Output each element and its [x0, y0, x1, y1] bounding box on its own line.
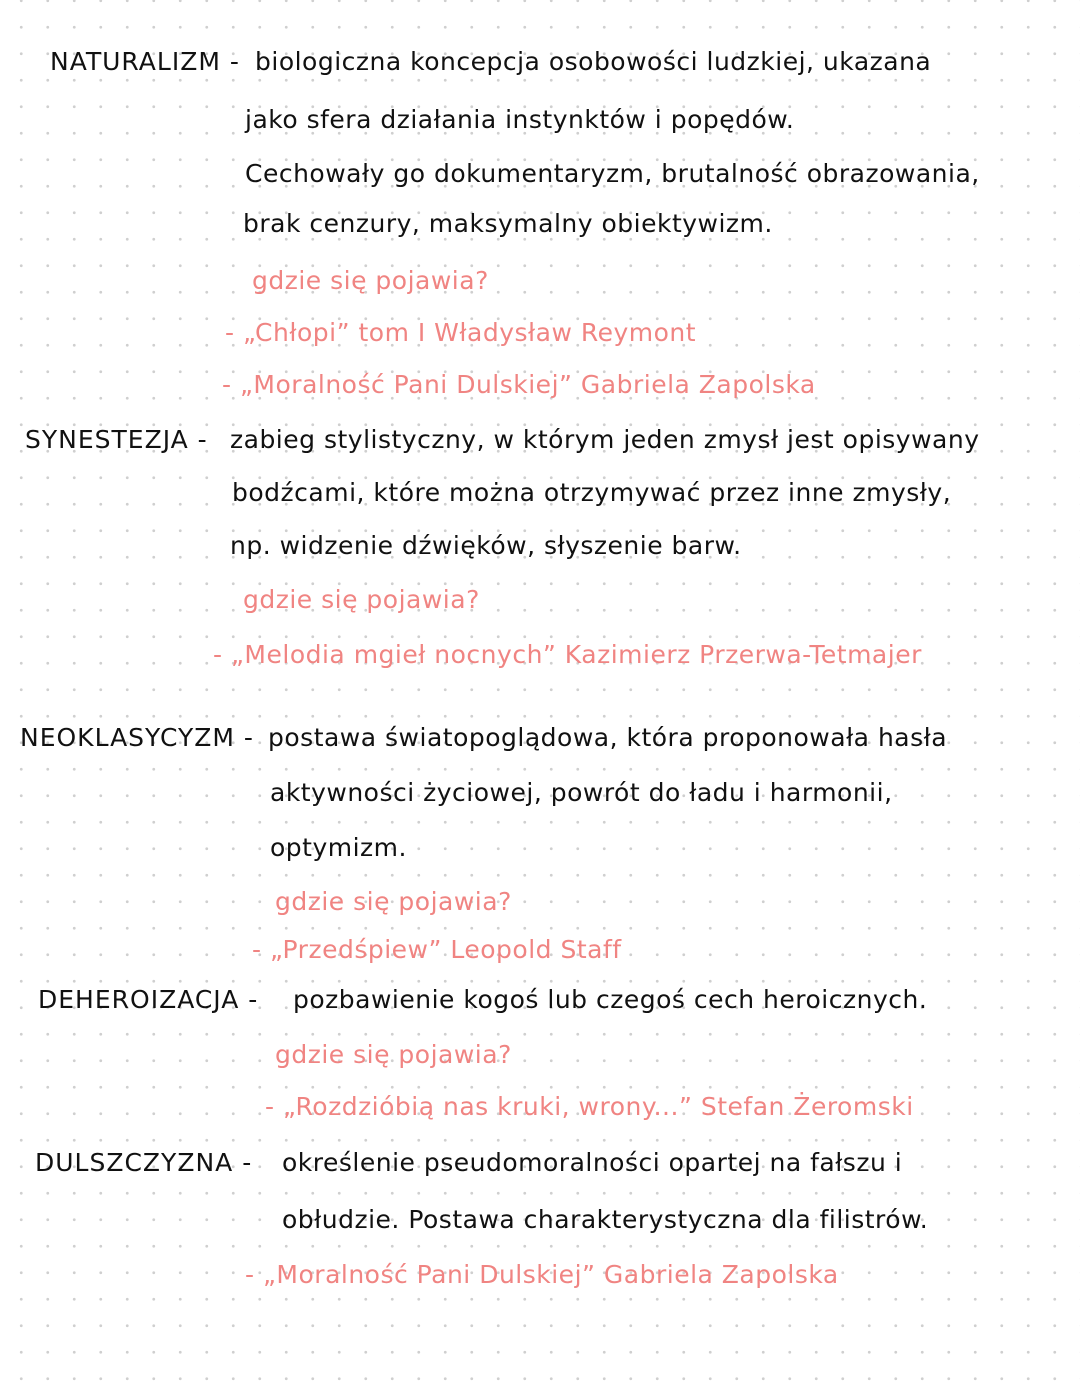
- question: gdzie się pojawia?: [252, 266, 489, 295]
- definition-line: określenie pseudomoralności opartej na fałszu i: [282, 1148, 903, 1177]
- example: - „Moralność Pani Dulskiej” Gabriela Zapolska: [245, 1260, 839, 1289]
- definition-line: pozbawienie kogoś lub czegoś cech heroicznych.: [293, 985, 928, 1014]
- term: NEOKLASYCYZM -: [20, 723, 254, 752]
- definition-line: optymizm.: [270, 833, 407, 862]
- definition-line: aktywności życiowej, powrót do ładu i harmonii,: [270, 778, 893, 807]
- question: gdzie się pojawia?: [275, 1040, 512, 1069]
- definition-line: biologiczna koncepcja osobowości ludzkiej, ukazana: [255, 47, 932, 76]
- example: - „Moralność Pani Dulskiej” Gabriela Zapolska: [222, 370, 816, 399]
- term: DULSZCZYZNA -: [35, 1148, 253, 1177]
- example: - „Rozdzióbią nas kruki, wrony...” Stefan Żeromski: [265, 1092, 914, 1121]
- question: gdzie się pojawia?: [275, 887, 512, 916]
- term: DEHEROIZACJA -: [38, 985, 259, 1014]
- term: NATURALIZM -: [50, 47, 240, 76]
- definition-line: np. widzenie dźwięków, słyszenie barw.: [230, 531, 742, 560]
- example: - „Przedśpiew” Leopold Staff: [252, 935, 622, 964]
- definition-line: bodźcami, które można otrzymywać przez inne zmysły,: [232, 478, 952, 507]
- definition-line: obłudzie. Postawa charakterystyczna dla filistrów.: [282, 1205, 929, 1234]
- definition-line: jako sfera działania instynktów i popędów.: [245, 105, 795, 134]
- example: - „Melodia mgieł nocnych” Kazimierz Przerwa-Tetmajer: [213, 640, 922, 669]
- definition-line: zabieg stylistyczny, w którym jeden zmysł jest opisywany: [230, 425, 980, 454]
- definition-line: Cechowały go dokumentaryzm, brutalność obrazowania,: [245, 159, 980, 188]
- question: gdzie się pojawia?: [243, 585, 480, 614]
- term: SYNESTEZJA -: [25, 425, 208, 454]
- definition-line: brak cenzury, maksymalny obiektywizm.: [243, 209, 773, 238]
- example: - „Chłopi” tom I Władysław Reymont: [225, 318, 697, 347]
- definition-line: postawa światopoglądowa, która proponowała hasła: [268, 723, 948, 752]
